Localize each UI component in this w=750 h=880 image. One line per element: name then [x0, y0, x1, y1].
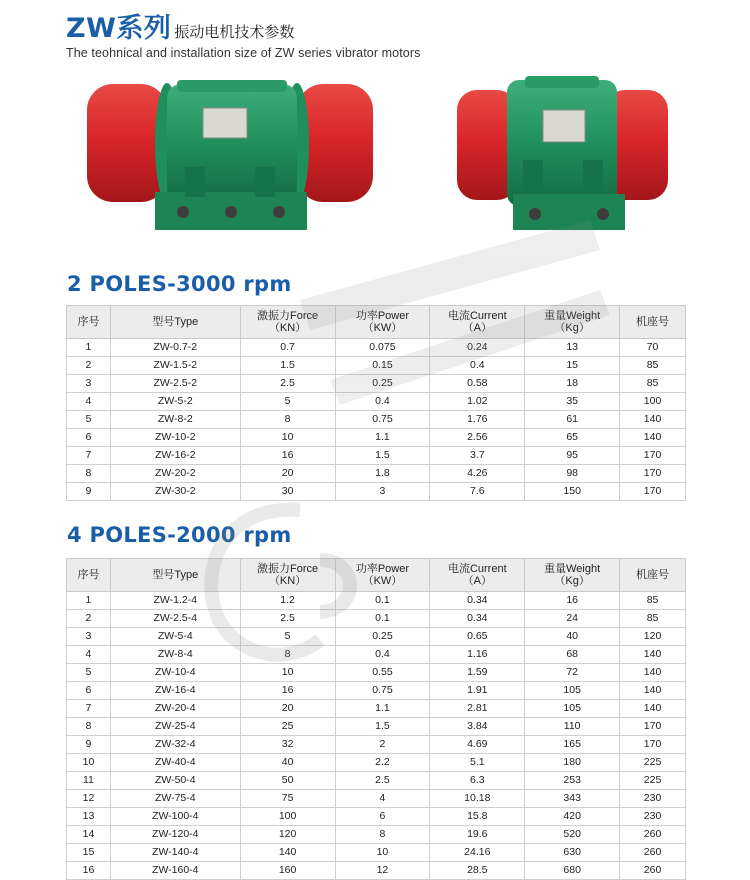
cell-force: 100	[240, 808, 335, 826]
cell-type: ZW-40-4	[110, 754, 240, 772]
col-header-index: 序号	[67, 559, 111, 592]
cell-force: 32	[240, 736, 335, 754]
cell-force: 8	[240, 646, 335, 664]
cell-current: 0.58	[430, 375, 525, 393]
cell-current: 4.69	[430, 736, 525, 754]
col-header-current: 电流Current （A）	[430, 306, 525, 339]
cell-weight: 40	[525, 628, 620, 646]
cell-weight: 95	[525, 447, 620, 465]
cell-type: ZW-0.7-2	[110, 339, 240, 357]
section-title-4-poles: 4 POLES-2000 rpm	[67, 523, 292, 547]
cell-power: 1.8	[335, 465, 430, 483]
cell-force: 8	[240, 411, 335, 429]
cell-weight: 61	[525, 411, 620, 429]
table-row	[67, 700, 686, 718]
cell-weight: 18	[525, 375, 620, 393]
cell-frame: 170	[620, 465, 686, 483]
cell-frame: 170	[620, 483, 686, 501]
cell-force: 140	[240, 844, 335, 862]
section-title-2-poles: 2 POLES-3000 rpm	[67, 272, 292, 296]
cell-current: 24.16	[430, 844, 525, 862]
cell-frame: 140	[620, 429, 686, 447]
cell-frame: 140	[620, 664, 686, 682]
table-row	[67, 808, 686, 826]
cell-power: 3	[335, 483, 430, 501]
cell-frame: 170	[620, 447, 686, 465]
cell-weight: 16	[525, 592, 620, 610]
cell-type: ZW-2.5-4	[110, 610, 240, 628]
cell-frame: 85	[620, 610, 686, 628]
cell-force: 10	[240, 429, 335, 447]
cell-force: 160	[240, 862, 335, 880]
cell-power: 0.15	[335, 357, 430, 375]
table-header-row	[67, 559, 686, 592]
cell-index: 5	[67, 664, 111, 682]
cell-frame: 230	[620, 790, 686, 808]
table-row	[67, 357, 686, 375]
cell-index: 8	[67, 718, 111, 736]
col-header-frame: 机座号	[620, 559, 686, 592]
cell-power: 1.1	[335, 429, 430, 447]
cell-type: ZW-100-4	[110, 808, 240, 826]
page-subtitle: The teohnical and installation size of ZW series vibrator motors	[66, 46, 421, 60]
page-title	[66, 6, 420, 45]
cell-weight: 165	[525, 736, 620, 754]
table-row	[67, 429, 686, 447]
cell-index: 2	[67, 357, 111, 375]
cell-type: ZW-1.2-4	[110, 592, 240, 610]
col-header-type: 型号Type	[110, 306, 240, 339]
cell-current: 0.34	[430, 610, 525, 628]
cell-frame: 260	[620, 826, 686, 844]
cell-frame: 70	[620, 339, 686, 357]
table-row	[67, 826, 686, 844]
cell-current: 1.91	[430, 682, 525, 700]
cell-power: 0.25	[335, 375, 430, 393]
cell-current: 1.76	[430, 411, 525, 429]
cell-frame: 170	[620, 736, 686, 754]
cell-current: 2.56	[430, 429, 525, 447]
cell-type: ZW-10-4	[110, 664, 240, 682]
cell-weight: 343	[525, 790, 620, 808]
cell-weight: 420	[525, 808, 620, 826]
cell-frame: 85	[620, 357, 686, 375]
cell-type: ZW-75-4	[110, 790, 240, 808]
cell-power: 1.1	[335, 700, 430, 718]
table-row	[67, 610, 686, 628]
cell-weight: 13	[525, 339, 620, 357]
cell-force: 120	[240, 826, 335, 844]
col-header-frame: 机座号	[620, 306, 686, 339]
cell-frame: 120	[620, 628, 686, 646]
cell-frame: 85	[620, 592, 686, 610]
cell-frame: 100	[620, 393, 686, 411]
cell-force: 20	[240, 465, 335, 483]
cell-index: 7	[67, 700, 111, 718]
cell-weight: 72	[525, 664, 620, 682]
cell-current: 19.6	[430, 826, 525, 844]
spec-table-2-poles	[66, 305, 686, 501]
table-row	[67, 592, 686, 610]
cell-type: ZW-10-2	[110, 429, 240, 447]
cell-force: 2.5	[240, 610, 335, 628]
cell-frame: 140	[620, 682, 686, 700]
table-row	[67, 862, 686, 880]
table-body-4-poles	[67, 592, 686, 880]
cell-type: ZW-20-4	[110, 700, 240, 718]
cell-power: 8	[335, 826, 430, 844]
cell-current: 0.65	[430, 628, 525, 646]
col-header-weight: 重量Weight （Kg）	[525, 559, 620, 592]
cell-index: 7	[67, 447, 111, 465]
cell-force: 5	[240, 393, 335, 411]
cell-type: ZW-25-4	[110, 718, 240, 736]
cell-force: 2.5	[240, 375, 335, 393]
col-header-force: 激振力Force （KN）	[240, 306, 335, 339]
cell-type: ZW-140-4	[110, 844, 240, 862]
cell-force: 0.7	[240, 339, 335, 357]
cell-current: 7.6	[430, 483, 525, 501]
cell-current: 4.26	[430, 465, 525, 483]
cell-type: ZW-5-4	[110, 628, 240, 646]
cell-weight: 24	[525, 610, 620, 628]
table-row	[67, 393, 686, 411]
cell-power: 0.1	[335, 610, 430, 628]
table-row	[67, 682, 686, 700]
table-row	[67, 447, 686, 465]
cell-power: 0.4	[335, 646, 430, 664]
cell-force: 1.2	[240, 592, 335, 610]
cell-current: 0.24	[430, 339, 525, 357]
cell-weight: 15	[525, 357, 620, 375]
cell-weight: 35	[525, 393, 620, 411]
cell-weight: 253	[525, 772, 620, 790]
cell-current: 3.84	[430, 718, 525, 736]
cell-index: 11	[67, 772, 111, 790]
cell-force: 1.5	[240, 357, 335, 375]
cell-force: 40	[240, 754, 335, 772]
cell-power: 0.4	[335, 393, 430, 411]
cell-frame: 85	[620, 375, 686, 393]
cell-current: 1.16	[430, 646, 525, 664]
product-photos	[0, 62, 750, 237]
cell-current: 0.4	[430, 357, 525, 375]
cell-index: 1	[67, 339, 111, 357]
cell-force: 5	[240, 628, 335, 646]
cell-power: 0.75	[335, 411, 430, 429]
cell-index: 4	[67, 393, 111, 411]
cell-current: 15.8	[430, 808, 525, 826]
cell-current: 1.02	[430, 393, 525, 411]
cell-power: 6	[335, 808, 430, 826]
table-body-2-poles	[67, 339, 686, 501]
cell-current: 3.7	[430, 447, 525, 465]
table-row	[67, 646, 686, 664]
cell-force: 10	[240, 664, 335, 682]
col-header-power: 功率Power （KW）	[335, 306, 430, 339]
cell-power: 0.55	[335, 664, 430, 682]
cell-power: 1.5	[335, 718, 430, 736]
cell-index: 2	[67, 610, 111, 628]
cell-type: ZW-8-4	[110, 646, 240, 664]
cell-type: ZW-1.5-2	[110, 357, 240, 375]
table-row	[67, 465, 686, 483]
title-description: 振动电机技术参数	[174, 23, 295, 41]
cell-type: ZW-50-4	[110, 772, 240, 790]
col-header-index: 序号	[67, 306, 111, 339]
cell-current: 0.34	[430, 592, 525, 610]
col-header-weight: 重量Weight （Kg）	[525, 306, 620, 339]
cell-frame: 230	[620, 808, 686, 826]
cell-weight: 98	[525, 465, 620, 483]
cell-power: 0.1	[335, 592, 430, 610]
cell-index: 4	[67, 646, 111, 664]
cell-index: 3	[67, 628, 111, 646]
table-row	[67, 718, 686, 736]
col-header-power: 功率Power （KW）	[335, 559, 430, 592]
cell-current: 2.81	[430, 700, 525, 718]
cell-type: ZW-2.5-2	[110, 375, 240, 393]
cell-current: 1.59	[430, 664, 525, 682]
motor-photo-side	[85, 72, 375, 232]
cell-type: ZW-20-2	[110, 465, 240, 483]
cell-force: 25	[240, 718, 335, 736]
cell-index: 3	[67, 375, 111, 393]
cell-index: 15	[67, 844, 111, 862]
cell-index: 6	[67, 682, 111, 700]
table-row	[67, 483, 686, 501]
cell-power: 12	[335, 862, 430, 880]
cell-index: 1	[67, 592, 111, 610]
cell-current: 6.3	[430, 772, 525, 790]
cell-index: 6	[67, 429, 111, 447]
cell-power: 10	[335, 844, 430, 862]
cell-weight: 105	[525, 682, 620, 700]
cell-frame: 140	[620, 411, 686, 429]
spec-table-4-poles	[66, 558, 686, 880]
cell-index: 13	[67, 808, 111, 826]
cell-force: 20	[240, 700, 335, 718]
cell-weight: 110	[525, 718, 620, 736]
cell-current: 5.1	[430, 754, 525, 772]
table-row	[67, 339, 686, 357]
table-row	[67, 790, 686, 808]
cell-force: 16	[240, 682, 335, 700]
cell-type: ZW-8-2	[110, 411, 240, 429]
cell-current: 28.5	[430, 862, 525, 880]
cell-index: 10	[67, 754, 111, 772]
col-header-force: 激振力Force （KN）	[240, 559, 335, 592]
cell-frame: 225	[620, 754, 686, 772]
table-row	[67, 664, 686, 682]
table-row	[67, 844, 686, 862]
table-row	[67, 375, 686, 393]
cell-force: 30	[240, 483, 335, 501]
cell-power: 1.5	[335, 447, 430, 465]
cell-index: 16	[67, 862, 111, 880]
cell-type: ZW-5-2	[110, 393, 240, 411]
cell-index: 9	[67, 736, 111, 754]
cell-index: 5	[67, 411, 111, 429]
cell-power: 2	[335, 736, 430, 754]
table-header-row	[67, 306, 686, 339]
cell-weight: 105	[525, 700, 620, 718]
table-row	[67, 772, 686, 790]
cell-weight: 65	[525, 429, 620, 447]
table-row	[67, 754, 686, 772]
cell-weight: 150	[525, 483, 620, 501]
cell-power: 0.25	[335, 628, 430, 646]
cell-frame: 260	[620, 862, 686, 880]
cell-frame: 260	[620, 844, 686, 862]
cell-power: 4	[335, 790, 430, 808]
cell-force: 50	[240, 772, 335, 790]
cell-weight: 520	[525, 826, 620, 844]
table-row	[67, 736, 686, 754]
cell-index: 9	[67, 483, 111, 501]
cell-type: ZW-160-4	[110, 862, 240, 880]
cell-index: 12	[67, 790, 111, 808]
cell-force: 75	[240, 790, 335, 808]
title-series: ZW系列	[66, 13, 172, 44]
cell-frame: 225	[620, 772, 686, 790]
cell-type: ZW-16-4	[110, 682, 240, 700]
cell-frame: 140	[620, 646, 686, 664]
cell-frame: 170	[620, 718, 686, 736]
col-header-current: 电流Current （A）	[430, 559, 525, 592]
cell-frame: 140	[620, 700, 686, 718]
page-header	[66, 6, 420, 60]
cell-weight: 180	[525, 754, 620, 772]
cell-power: 2.5	[335, 772, 430, 790]
cell-type: ZW-16-2	[110, 447, 240, 465]
cell-index: 14	[67, 826, 111, 844]
cell-type: ZW-32-4	[110, 736, 240, 754]
cell-power: 2.2	[335, 754, 430, 772]
cell-index: 8	[67, 465, 111, 483]
cell-weight: 630	[525, 844, 620, 862]
col-header-type: 型号Type	[110, 559, 240, 592]
cell-type: ZW-30-2	[110, 483, 240, 501]
table-row	[67, 411, 686, 429]
cell-force: 16	[240, 447, 335, 465]
cell-power: 0.75	[335, 682, 430, 700]
table-row	[67, 628, 686, 646]
cell-type: ZW-120-4	[110, 826, 240, 844]
cell-power: 0.075	[335, 339, 430, 357]
cell-current: 10.18	[430, 790, 525, 808]
motor-photo-front	[455, 72, 670, 232]
cell-weight: 68	[525, 646, 620, 664]
cell-weight: 680	[525, 862, 620, 880]
